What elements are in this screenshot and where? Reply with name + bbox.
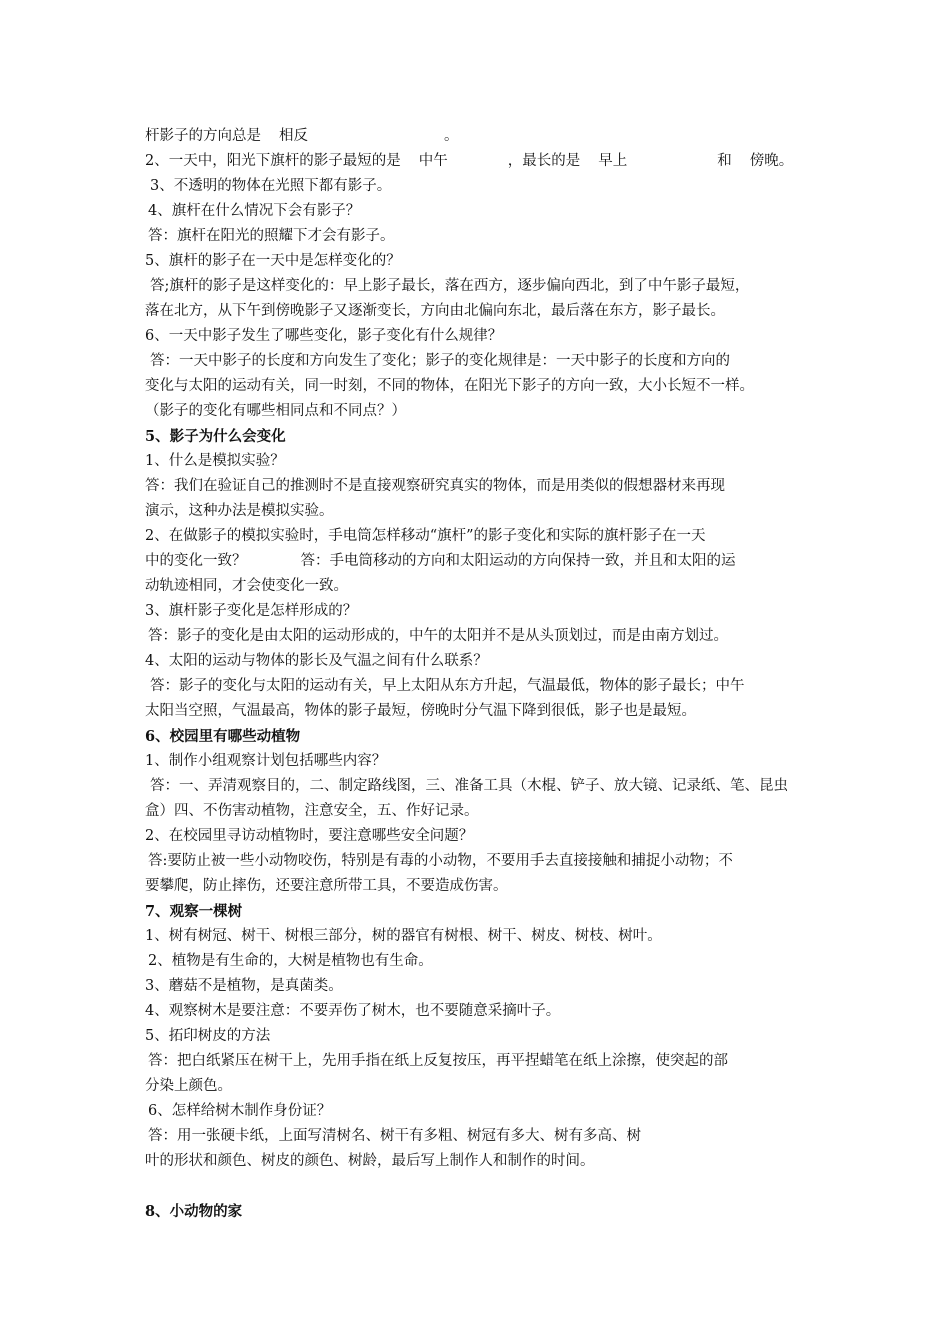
section-heading: 7、观察一棵树 (145, 903, 243, 920)
line-shadow-direction: 杆影子的方向总是 相反 。 (145, 128, 459, 144)
line-shortest-longest: 2、一天中，阳光下旗杆的影子最短的是 中午 ，最长的是 早上 和 傍晚。 (145, 153, 794, 169)
section-heading: 8、小动物的家 (145, 1203, 243, 1220)
text-line: 2、植物是有生命的，大树是植物也有生命。 (148, 953, 433, 969)
question-line: 4、旗杆在什么情况下会有影子？ (148, 203, 361, 219)
question-line: 4、太阳的运动与物体的影长及气温之间有什么联系？ (145, 653, 488, 669)
text-line: （影子的变化有哪些相同点和不同点？） (145, 403, 406, 419)
text-line: 变化与太阳的运动有关，同一时刻，不同的物体，在阳光下影子的方向一致，大小长短不一样。 (145, 378, 754, 394)
fill-answer: 相反 (279, 128, 308, 144)
text-line: 盒）四、不伤害动植物，注意安全，五、作好记录。 (145, 803, 479, 819)
answer-line: 答：旗杆在阳光的照耀下才会有影子。 (148, 228, 395, 244)
text-line: 演示，这种办法是模拟实验。 (145, 503, 334, 519)
text-line: 叶的形状和颜色、树皮的颜色、树龄，最后写上制作人和制作的时间。 (145, 1153, 595, 1169)
question-line: 6、一天中影子发生了哪些变化，影子变化有什么规律？ (145, 328, 503, 344)
question-line: 2、在校园里寻访动植物时，要注意哪些安全问题？ (145, 828, 474, 844)
question-line: 5、旗杆的影子在一天中是怎样变化的？ (145, 253, 401, 269)
text-line: 动轨迹相同，才会使变化一致。 (145, 578, 348, 594)
question-line: 3、旗杆影子变化是怎样形成的？ (145, 603, 358, 619)
text-line: 4、观察树木是要注意：不要弄伤了树木，也不要随意采摘叶子。 (145, 1003, 561, 1019)
blank-line (145, 1174, 825, 1199)
answer-line: 答;旗杆的影子是这样变化的：早上影子最长，落在西方，逐步偏向西北，到了中午影子最短， (150, 278, 750, 294)
question-line: 5、拓印树皮的方法 (145, 1028, 271, 1044)
text-line: 3、蘑菇不是植物，是真菌类。 (145, 978, 343, 994)
answer-text: 答：手电筒移动的方向和太阳运动的方向保持一致，并且和太阳的运 (300, 553, 736, 569)
question-line: 1、制作小组观察计划包括哪些内容？ (145, 753, 387, 769)
text-line: 太阳当空照，气温最高，物体的影子最短，傍晚时分气温下降到很低，影子也是最短。 (145, 703, 696, 719)
answer-line: 答：影子的变化与太阳的运动有关，早上太阳从东方升起，气温最低，物体的影子最长；中午 (150, 678, 745, 694)
question-line: 1、什么是模拟实验？ (145, 453, 285, 469)
text-line: 要攀爬，防止摔伤，还要注意所带工具，不要造成伤害。 (145, 878, 508, 894)
text-line: 落在北方，从下午到傍晚影子又逐渐变长，方向由北偏向东北，最后落在东方，影子最长。 (145, 303, 725, 319)
text-line: 1、树有树冠、树干、树根三部分，树的器官有树根、树干、树皮、树枝、树叶。 (145, 928, 662, 944)
document-page (145, 124, 825, 1224)
section-heading: 5、影子为什么会变化 (145, 428, 286, 445)
answer-line: 答：我们在验证自己的推测时不是直接观察研究真实的物体，而是用类似的假想器材来再现 (145, 478, 725, 494)
text-line: 分染上颜色。 (145, 1078, 232, 1094)
text-line: 3、不透明的物体在光照下都有影子。 (150, 178, 392, 194)
question-line: 6、怎样给树木制作身份证？ (148, 1103, 332, 1119)
fill-answer: 傍晚。 (749, 153, 794, 169)
answer-line: 答：影子的变化是由太阳的运动形成的，中午的太阳并不是从头顶划过，而是由南方划过。 (148, 628, 728, 644)
text-line: 中的变化一致？ 答：手电筒移动的方向和太阳运动的方向保持一致，并且和太阳的运 (145, 553, 736, 569)
question-line: 2、在做影子的模拟实验时，手电筒怎样移动“旗杆”的影子变化和实际的旗杆影子在一天 (145, 528, 706, 544)
answer-line: 答：把白纸紧压在树干上，先用手指在纸上反复按压，再平捏蜡笔在纸上涂擦，使突起的部 (148, 1053, 728, 1069)
answer-line: 答：一、弄清观察目的，二、制定路线图，三、准备工具（木棍、铲子、放大镜、记录纸、笔、昆虫 (150, 778, 788, 794)
fill-answer: 中午 (418, 153, 448, 169)
answer-line: 答:要防止被一些小动物咬伤，特别是有毒的小动物，不要用手去直接接触和捕捉小动物；不 (148, 853, 733, 869)
section-heading: 6、校园里有哪些动植物 (145, 728, 301, 745)
answer-line: 答：用一张硬卡纸，上面写清树名、树干有多粗、树冠有多大、树有多高、树 (148, 1128, 641, 1144)
answer-line: 答：一天中影子的长度和方向发生了变化；影子的变化规律是：一天中影子的长度和方向的 (150, 353, 730, 369)
fill-answer: 早上 (598, 153, 628, 169)
